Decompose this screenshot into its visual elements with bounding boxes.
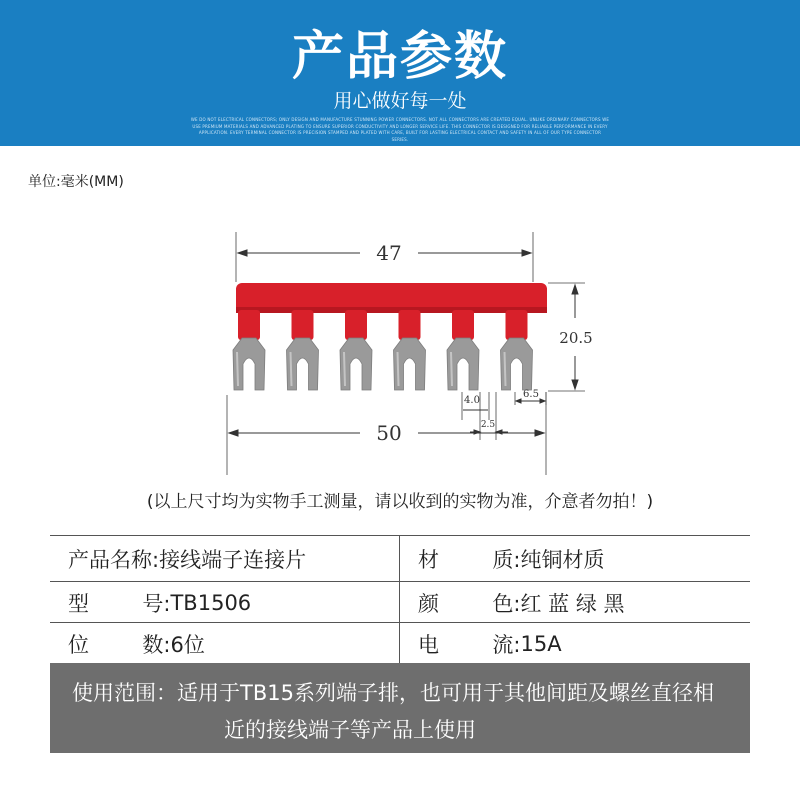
fork-terminal	[233, 310, 265, 390]
fork-sleeve	[506, 310, 528, 340]
dim-top-width: 47	[376, 241, 402, 265]
spec-row	[50, 622, 750, 665]
fork-terminal	[287, 310, 319, 390]
spec-label-color: 颜 色:	[418, 591, 521, 616]
fork-terminal	[447, 310, 479, 390]
spec-cell-material	[400, 536, 750, 582]
unit-label: 单位:毫米(MM)	[28, 174, 124, 190]
spec-value-color: 红 蓝 绿 黑	[520, 591, 625, 616]
spec-label-current: 电 流:	[418, 632, 521, 657]
banner-fine-print: WE DO NOT ELECTRICAL CONNECTORS; ONLY DESIGN AND MANUFACTURE STUNNING POWER CONNECTORS. NOT ALL CONNECTORS ARE CREATED EQUAL. UNLIKE ORDINARY CONNECTORS WE USE PREMIUM MATERIALS AND ADVANCED PLATING TO ENSURE SUPERIOR CONDUCTIVITY AND LONGER SERVICE LIFE. THIS CONNECTOR IS DESIGNED FOR RELIABLE PERFORMANCE IN EVERY APPLICATION. EVERY TERMINAL CONNECTOR IS PRECISION STAMPED AND PLATED WITH CARE, BUILT FOR LASTING ELECTRICAL CONTACT AND SAFETY IN ALL OF OUR TYPE CONNECTOR SERIES.	[190, 117, 610, 142]
fork-sleeve	[292, 310, 314, 340]
spec-row	[50, 581, 750, 623]
fork-terminal	[394, 310, 426, 390]
fork-terminal	[340, 310, 372, 390]
usage-line-2: 近的接线端子等产品上使用	[224, 718, 476, 742]
usage-scope-box	[50, 663, 750, 753]
dim-bottom-width: 50	[376, 421, 402, 445]
spec-label-model: 型 号:	[68, 591, 171, 616]
fork-highlight	[505, 352, 506, 386]
spec-cell-positions	[50, 623, 400, 664]
banner-title: 产品参数	[291, 27, 508, 87]
spec-cell-name	[50, 536, 400, 582]
dim-fork-gap: 4.0	[464, 395, 480, 406]
spec-cell-color	[400, 582, 750, 623]
red-insulation-bar	[236, 283, 547, 313]
spec-row	[50, 535, 750, 582]
spec-value-material: 纯铜材质	[520, 548, 605, 572]
fork-highlight	[237, 352, 238, 386]
spec-label-material: 材 质:	[418, 548, 521, 572]
spec-cell-current	[400, 623, 750, 664]
fork-sleeve	[345, 310, 367, 340]
spec-table	[50, 535, 750, 753]
dim-slot-width: 2.5	[480, 420, 496, 430]
spec-value-positions: 6位	[170, 632, 205, 657]
fork-sleeve	[452, 310, 474, 340]
dim-pitch: 6.5	[523, 389, 539, 400]
fork-terminal	[501, 310, 533, 390]
measurement-note: (以上尺寸均为实物手工测量，请以收到的实物为准，介意者勿拍！)	[146, 492, 654, 512]
fork-highlight	[451, 352, 452, 386]
fork-highlight	[398, 352, 399, 386]
spec-value-model: TB1506	[170, 590, 252, 615]
banner-subtitle: 用心做好每一处	[333, 90, 467, 112]
fork-highlight	[291, 352, 292, 386]
fork-sleeve	[238, 310, 260, 340]
usage-line-1: 使用范围：适用于TB15系列端子排，也可用于其他间距及螺丝直径相	[72, 681, 714, 705]
dim-height: 20.5	[559, 329, 593, 347]
fork-highlight	[344, 352, 345, 386]
spec-cell-model	[50, 582, 400, 623]
spec-value-current: 15A	[520, 631, 562, 656]
fork-sleeve	[399, 310, 421, 340]
spec-label-name: 产品名称:	[68, 548, 160, 572]
spec-value-name: 接线端子连接片	[159, 548, 307, 572]
fork-terminals	[233, 310, 533, 390]
spec-label-positions: 位 数:	[68, 632, 171, 657]
